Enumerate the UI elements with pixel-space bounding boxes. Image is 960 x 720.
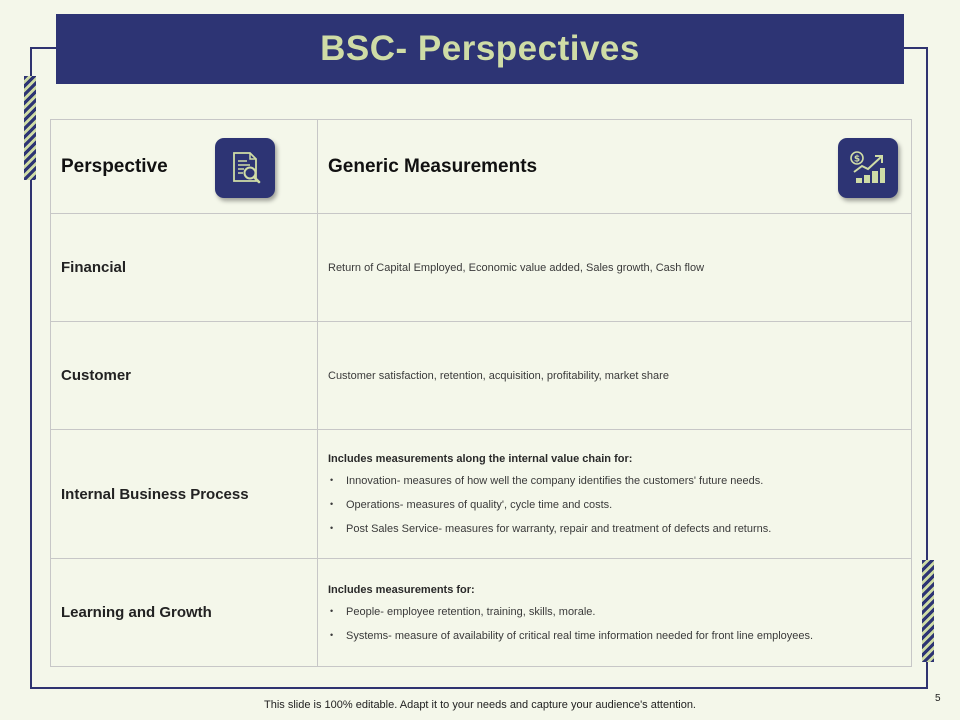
measurement-list <box>328 606 901 642</box>
measurement-intro: Includes measurements along the internal value chain for: <box>328 453 633 465</box>
list-item: • People- employee retention, training, skills, morale. <box>328 606 901 618</box>
measurement-cell <box>318 559 912 667</box>
header-measurements-label: Generic Measurements <box>328 155 538 177</box>
perspective-cell: Customer <box>51 322 318 430</box>
page-number: 5 <box>935 693 941 704</box>
header-cell-perspective <box>51 120 318 214</box>
table-header-row <box>51 120 912 214</box>
slide-title: BSC- Perspectives <box>320 29 640 68</box>
growth-chart-icon <box>838 138 898 198</box>
header-cell-measurements <box>318 120 912 214</box>
header-perspective-label: Perspective <box>61 155 168 177</box>
measurement-list <box>328 475 901 535</box>
measurement-cell: Return of Capital Employed, Economic value added, Sales growth, Cash flow <box>318 214 912 322</box>
perspective-cell: Internal Business Process <box>51 430 318 559</box>
table-row <box>51 430 912 559</box>
slide-footer: This slide is 100% editable. Adapt it to your needs and capture your audience's attention. <box>264 699 696 711</box>
list-item: • Innovation- measures of how well the company identifies the customers' future needs. <box>328 475 901 487</box>
list-item: • Systems- measure of availability of critical real time information needed for front line employees. <box>328 630 901 642</box>
svg-text:$: $ <box>853 154 861 165</box>
perspective-cell: Learning and Growth <box>51 559 318 667</box>
measurement-cell: Customer satisfaction, retention, acquisition, profitability, market share <box>318 322 912 430</box>
table-row <box>51 214 912 322</box>
measurement-intro: Includes measurements for: <box>328 583 475 596</box>
decorative-stripe-right <box>922 560 934 662</box>
decorative-stripe-left <box>24 76 36 180</box>
measurement-cell <box>318 430 912 559</box>
list-item: • Post Sales Service- measures for warranty, repair and treatment of defects and returns. <box>328 523 901 535</box>
title-bar <box>56 14 904 84</box>
table-row <box>51 559 912 667</box>
table-row <box>51 322 912 430</box>
list-item: • Operations- measures of quality', cycle time and costs. <box>328 499 901 511</box>
document-search-icon <box>215 138 275 198</box>
perspectives-table <box>50 119 912 667</box>
perspective-cell: Financial <box>51 214 318 322</box>
